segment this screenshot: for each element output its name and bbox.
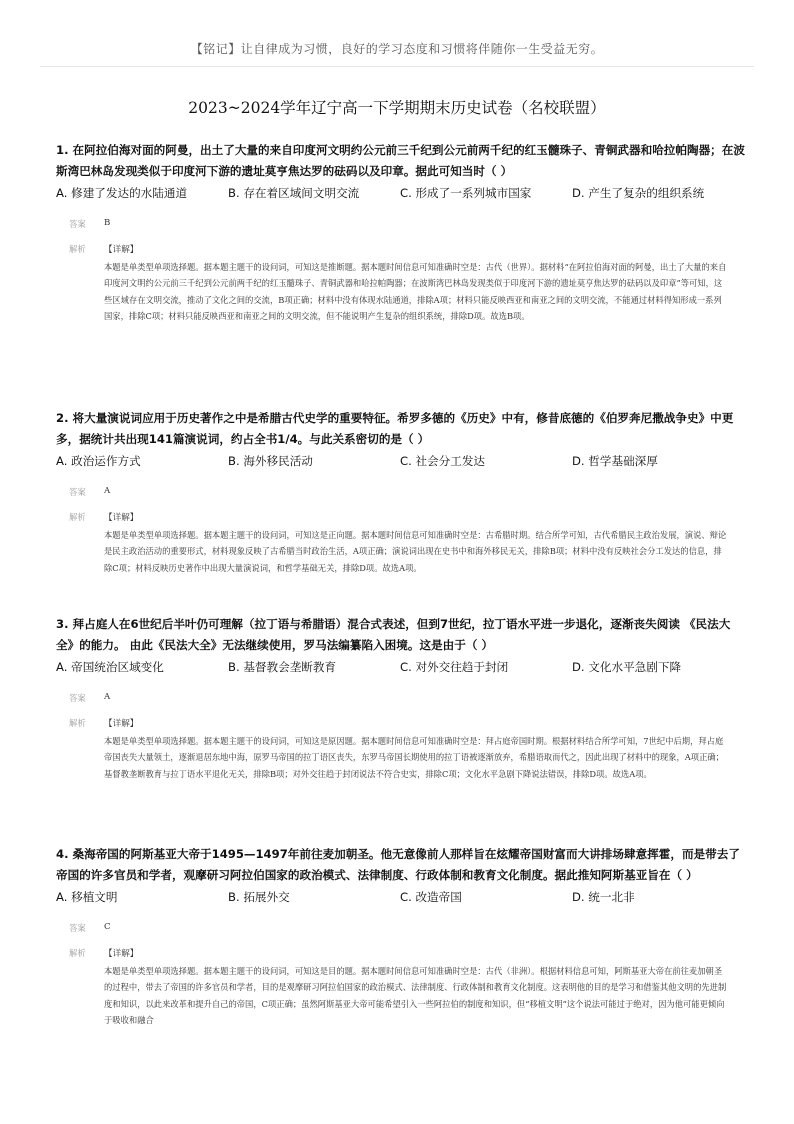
header-divider bbox=[40, 66, 754, 67]
answer-label: 答案 bbox=[69, 219, 86, 229]
explanation-tag: 【详解】 bbox=[104, 513, 139, 523]
explanation-text: 本题是单类型单项选择题。据本题主题干的设问词，可知这是目的题。据本题时间信息可知准确时空是：古代（非洲）。根据材料信息可知，阿斯基亚大帝在前往麦加朝圣的过程中，带去了帝国的许多官员和学者，目的是观摩研习阿拉伯国家的政治模式、法律制度、行政体制和教育文化制度。这表明他的目的是学习和借鉴其他文明的先进制度和知识，以此来改革和提升自己的帝国，C项正确；虽然阿斯基亚大帝可能希望引入一些阿拉伯的制度和知识，但“移植文明”这个说法可能过于绝对，因为他可能更倾向于吸收和融合 bbox=[104, 965, 727, 1026]
option-list bbox=[56, 888, 746, 906]
answer-row bbox=[56, 218, 746, 230]
answer-value: A bbox=[104, 486, 111, 496]
option-c: C. 社会分工发达 bbox=[400, 454, 486, 468]
answer-value: B bbox=[104, 218, 111, 228]
option-list bbox=[56, 452, 746, 470]
option-c: C. 改造帝国 bbox=[400, 890, 462, 904]
option-b: B. 拓展外交 bbox=[228, 890, 290, 904]
option-c: C. 形成了一系列城市国家 bbox=[400, 186, 532, 200]
option-a: A. 修建了发达的水陆通道 bbox=[56, 186, 188, 200]
option-d: D. 统一北非 bbox=[572, 890, 635, 904]
answer-row bbox=[56, 692, 746, 704]
option-c: C. 对外交往趋于封闭 bbox=[400, 660, 509, 674]
header-motto: 【铭记】让自律成为习惯，良好的学习态度和习惯将伴随你一生受益无穷。 bbox=[190, 42, 604, 56]
explanation-block bbox=[56, 716, 746, 782]
option-list bbox=[56, 658, 746, 676]
option-b: B. 海外移民活动 bbox=[228, 454, 313, 468]
question-stem: 1. 在阿拉伯海对面的阿曼，出土了大量的来自印度河文明约公元前三千纪到公元前两千纪的红玉髓珠子、青铜武器和哈拉帕陶器；在波斯湾巴林岛发现类似于印度河下游的遗址莫亨焦达罗的砝码以及印章。据此可知当时（ ） bbox=[56, 143, 745, 178]
question-1 bbox=[56, 140, 746, 325]
answer-label: 答案 bbox=[69, 923, 86, 933]
explanation-tag: 【详解】 bbox=[104, 719, 139, 729]
explanation-label: 解析 bbox=[69, 948, 86, 958]
explanation-label: 解析 bbox=[69, 244, 86, 254]
answer-label: 答案 bbox=[69, 487, 86, 497]
question-stem: 3. 拜占庭人在6世纪后半叶仍可理解（拉丁语与希腊语）混合式表述，但到7世纪，拉丁语水平进一步退化，逐渐丧失阅读 《民法大全》的能力。 由此《民法大全》无法继续使用，罗马法编纂陷入困境。这是由于（ ） bbox=[56, 617, 731, 652]
answer-row bbox=[56, 486, 746, 498]
explanation-text: 本题是单类型单项选择题。据本题主题干的设问词，可知这是正向题。据本题时间信息可知准确时空是：古希腊时期。结合所学可知，古代希腊民主政治发展，演说、辩论是民主政治活动的重要形式，材料现象反映了古希腊当时政治生活，A项正确；演说词出现在史书中和海外移民无关，排除B项；材料中没有反映社会分工发达的信息，排除C项；材料反映历史著作中出现大量演说词，和哲学基础无关，排除D项。故选A项。 bbox=[104, 529, 727, 573]
question-3 bbox=[56, 614, 746, 782]
answer-value: C bbox=[104, 922, 111, 932]
option-a: A. 政治运作方式 bbox=[56, 454, 141, 468]
explanation-text: 本题是单类型单项选择题。据本题主题干的设问词，可知这是推断题。据本题时间信息可知准确时空是：古代（世界）。据材料“在阿拉伯海对面的阿曼，出土了大量的来自印度河文明约公元前三千纪到公元前两千纪的红玉髓珠子、青铜武器和哈拉帕陶器；在波斯湾巴林岛发现类似于印度河下游的遗址莫亨焦达罗的砝码以及印章”等可知，这些区域存在文明交流，推动了文化之间的交流，B项正确；材料中没有体现水陆通道，排除A项；材料只能反映西亚和南亚之间的文明交流，不能通过材料得知形成一系列国家，排除C项；材料只能反映西亚和南亚之间的文明交流，但不能说明产生复杂的组织系统，排除D项。故选B项。 bbox=[104, 261, 727, 322]
answer-label: 答案 bbox=[69, 693, 86, 703]
question-2 bbox=[56, 408, 746, 576]
option-a: A. 帝国统治区域变化 bbox=[56, 660, 164, 674]
question-stem: 2. 将大量演说词应用于历史著作之中是希腊古代史学的重要特征。希罗多德的《历史》中有，修昔底德的《伯罗奔尼撒战争史》中更多，据统计共出现141篇演说词，约占全书1/4。与此关系密切的是（ ） bbox=[56, 411, 734, 446]
question-stem: 4. 桑海帝国的阿斯基亚大帝于1495—1497年前往麦加朝圣。他无意像前人那样旨在炫耀帝国财富而大讲排场肆意挥霍，而是带去了帝国的许多官员和学者，观摩研习阿拉伯国家的政治模式、法律制度、行政体制和教育文化制度。据此推知阿斯基亚旨在（ ） bbox=[56, 847, 740, 882]
explanation-text: 本题是单类型单项选择题。据本题主题干的设问词，可知这是原因题。据本题时间信息可知准确时空是：拜占庭帝国时期。根据材料结合所学可知，7世纪中后期，拜占庭帝国丧失大量领土，逐渐退居东地中海，原罗马帝国的拉丁语区丧失，东罗马帝国长期使用的拉丁语被逐渐放弃，希腊语取而代之，因此出现了材料中的现象，A项正确；基督教垄断教育与拉丁语水平退化无关，排除B项；对外交往趋于封闭说法不符合史实，排除C项；文化水平急剧下降说法错误，排除D项。故选A项。 bbox=[104, 735, 724, 779]
explanation-block bbox=[56, 946, 746, 1029]
option-d: D. 产生了复杂的组织系统 bbox=[572, 186, 705, 200]
question-4 bbox=[56, 844, 746, 1029]
explanation-tag: 【详解】 bbox=[104, 245, 139, 255]
answer-value: A bbox=[104, 692, 111, 702]
option-b: B. 基督教会垄断教育 bbox=[228, 660, 337, 674]
option-a: A. 移植文明 bbox=[56, 890, 118, 904]
option-b: B. 存在着区域间文明交流 bbox=[228, 186, 360, 200]
option-list bbox=[56, 184, 746, 202]
explanation-block bbox=[56, 510, 746, 576]
page-title: 2023~2024学年辽宁高一下学期期末历史试卷（名校联盟） bbox=[188, 99, 606, 117]
explanation-block bbox=[56, 242, 746, 325]
answer-row bbox=[56, 922, 746, 934]
option-d: D. 文化水平急剧下降 bbox=[572, 660, 682, 674]
explanation-label: 解析 bbox=[69, 718, 86, 728]
option-d: D. 哲学基础深厚 bbox=[572, 454, 658, 468]
explanation-label: 解析 bbox=[69, 512, 86, 522]
explanation-tag: 【详解】 bbox=[104, 949, 139, 959]
